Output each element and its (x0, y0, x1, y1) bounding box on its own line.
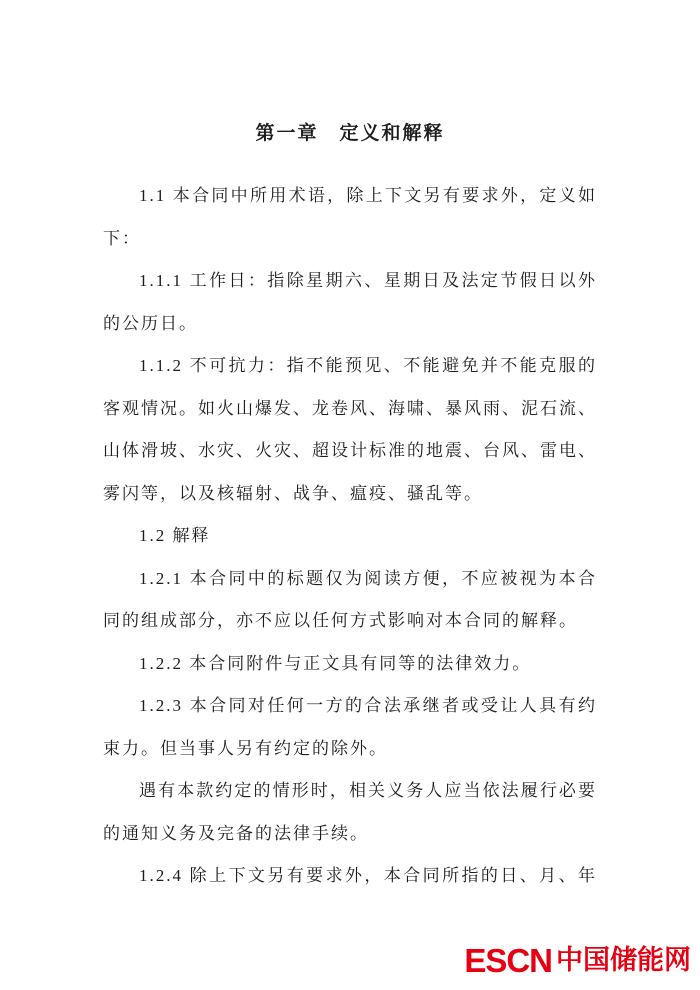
text-line: 客观情况。如火山爆发、龙卷风、海啸、暴风雨、泥石流、 (103, 398, 597, 418)
text-line: 1.2.3 本合同对任何一方的合法承继者或受让人具有约 (139, 696, 597, 715)
text-line: 1.2 解释 (139, 526, 211, 545)
text-line: 的通知义务及完备的法律手续。 (103, 823, 369, 843)
text-line: 1.1 本合同中所用术语，除上下文另有要求外，定义如 (139, 186, 597, 205)
escn-watermark-logo (464, 944, 691, 977)
logo-cjk-text: 中国储能网 (556, 945, 691, 975)
text-line: 遇有本款约定的情形时，相关义务人应当依法履行必要 (139, 781, 597, 800)
text-line: 1.1.2 不可抗力：指不能预见、不能避免并不能克服的 (139, 356, 597, 375)
text-line: 同的组成部分，亦不应以任何方式影响对本合同的解释。 (103, 611, 578, 630)
chapter-title: 第一章 定义和解释 (255, 123, 445, 144)
text-line: 山体滑坡、水灾、火灾、超设计标准的地震、台风、雷电、 (103, 441, 597, 460)
text-line: 1.2.4 除上下文另有要求外，本合同所指的日、月、年 (139, 866, 597, 885)
text-line: 1.1.1 工作日：指除星期六、星期日及法定节假日以外 (139, 271, 597, 290)
text-line: 1.2.2 本合同附件与正文具有同等的法律效力。 (139, 653, 532, 673)
text-line: 的公历日。 (103, 313, 198, 333)
logo-latin-text: ESCN (464, 942, 552, 979)
text-line: 雾闪等，以及核辐射、战争、瘟疫、骚乱等。 (103, 483, 483, 503)
text-line: 束力。但当事人另有约定的除外。 (103, 738, 388, 758)
text-line: 下： (103, 228, 141, 248)
document-body (103, 175, 597, 898)
text-line: 1.2.1 本合同中的标题仅为阅读方便，不应被视为本合 (139, 568, 597, 588)
